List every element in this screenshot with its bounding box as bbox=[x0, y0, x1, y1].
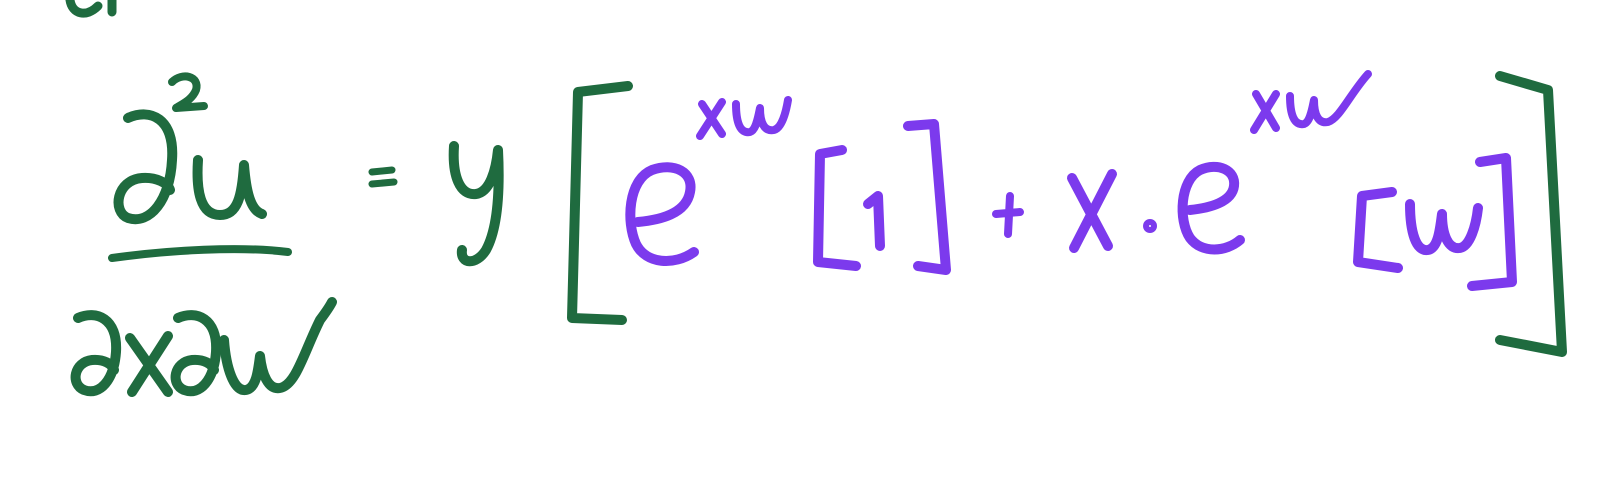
term2-x bbox=[1072, 174, 1112, 248]
term2-dot bbox=[1146, 222, 1154, 230]
term1-factor-1 bbox=[868, 196, 880, 246]
term2-bracket-open bbox=[1358, 192, 1398, 268]
term1-exponent-xw bbox=[700, 100, 788, 136]
term2-e bbox=[1183, 167, 1240, 250]
plus-sign bbox=[996, 196, 1020, 234]
term2-factor-w bbox=[1410, 204, 1478, 250]
outer-left-bracket bbox=[572, 86, 628, 320]
equals-sign bbox=[372, 170, 394, 184]
fraction-bar bbox=[112, 249, 288, 258]
term1-bracket-close bbox=[908, 124, 946, 270]
cut-off-stroke bbox=[70, 0, 112, 13]
coefficient-y bbox=[454, 146, 499, 261]
denominator-partialx-partialw bbox=[76, 302, 332, 392]
term1-e bbox=[630, 167, 694, 261]
term1-bracket-open bbox=[818, 150, 856, 266]
numerator-partial2-u bbox=[119, 76, 262, 219]
term2-exponent-xw bbox=[1254, 74, 1368, 130]
